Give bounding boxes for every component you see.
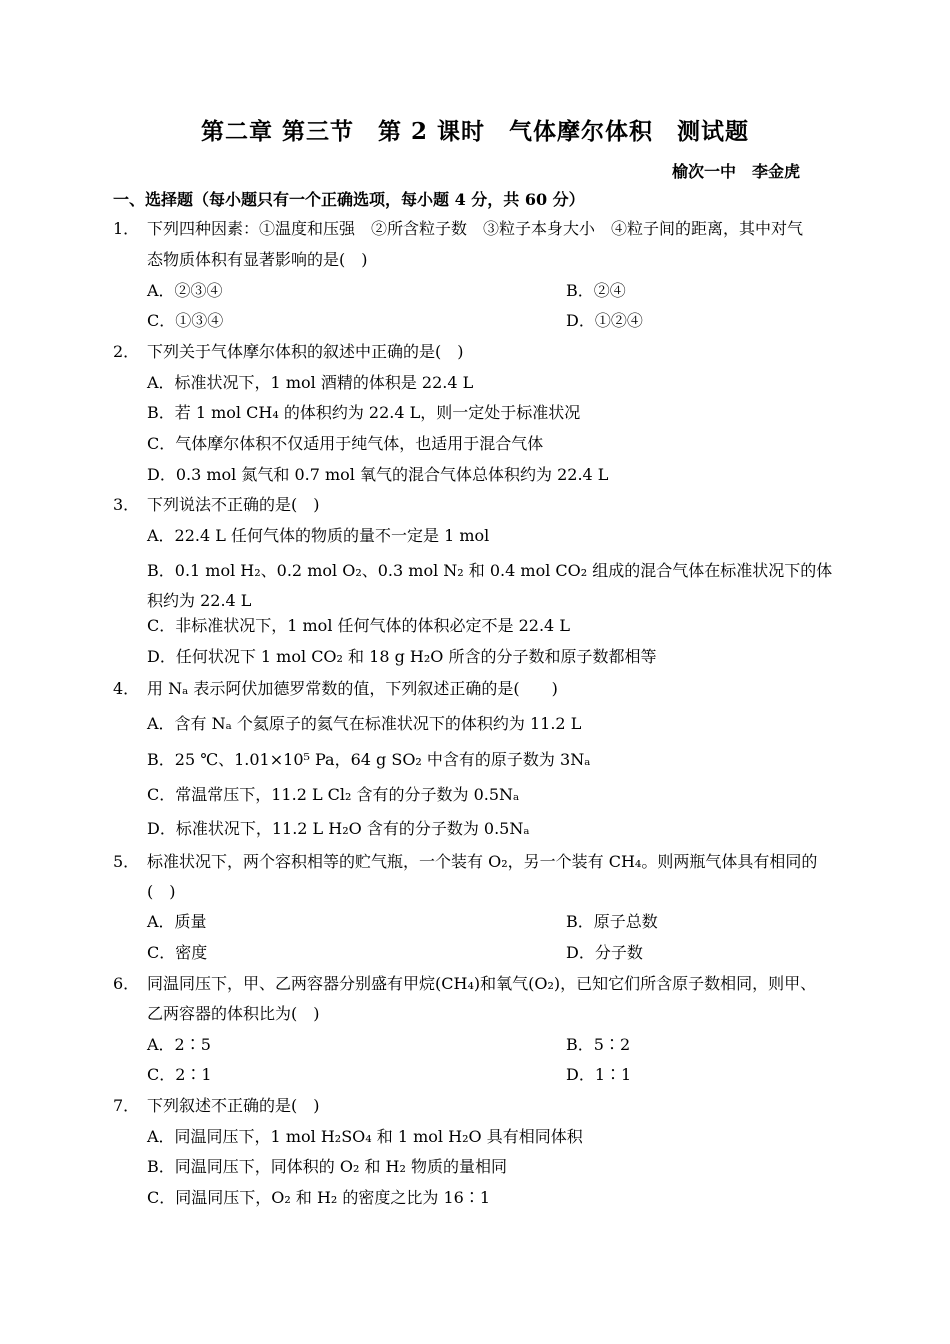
question-4-option-a: A．含有 Nₐ 个氦原子的氦气在标准状况下的体积约为 11.2 L bbox=[147, 714, 582, 733]
question-number: 5． bbox=[113, 852, 140, 871]
question-4-option-b: B．25 ℃、1.01×10⁵ Pa，64 g SO₂ 中含有的原子数为 3Nₐ bbox=[147, 750, 591, 769]
question-5-option-c: C．密度 bbox=[147, 943, 208, 962]
question-5-option-a: A．质量 bbox=[147, 912, 207, 931]
question-7-stem: 下列叙述不正确的是( ) bbox=[147, 1096, 320, 1115]
question-number: 4． bbox=[113, 679, 140, 698]
question-number: 7． bbox=[113, 1096, 140, 1115]
question-1-option-a: A．②③④ bbox=[147, 281, 223, 300]
question-7-option-a: A．同温同压下，1 mol H₂SO₄ 和 1 mol H₂O 具有相同体积 bbox=[147, 1127, 583, 1146]
page-title: 第二章 第三节 第 2 课时 气体摩尔体积 测试题 bbox=[200, 118, 750, 145]
question-1-stem-line-1: 下列四种因素：①温度和压强 ②所含粒子数 ③粒子本身大小 ④粒子间的距离，其中对气 bbox=[147, 219, 804, 238]
question-1-option-d: D．①②④ bbox=[566, 311, 643, 330]
question-6-stem-line-1: 同温同压下，甲、乙两容器分别盛有甲烷(CH₄)和氧气(O₂)，已知它们所含原子数相同，则甲、 bbox=[147, 974, 817, 993]
question-2-stem: 下列关于气体摩尔体积的叙述中正确的是( ) bbox=[147, 342, 464, 361]
question-2-option-d: D．0.3 mol 氮气和 0.7 mol 氧气的混合气体总体积约为 22.4 L bbox=[147, 465, 609, 484]
question-6-option-c: C．2∶1 bbox=[147, 1065, 212, 1084]
question-3-option-c: C．非标准状况下，1 mol 任何气体的体积必定不是 22.4 L bbox=[147, 616, 570, 635]
question-4-stem: 用 Nₐ 表示阿伏加德罗常数的值，下列叙述正确的是( ) bbox=[147, 679, 558, 698]
question-4-option-c: C．常温常压下，11.2 L Cl₂ 含有的分子数为 0.5Nₐ bbox=[147, 785, 520, 804]
question-2-option-b: B．若 1 mol CH₄ 的体积约为 22.4 L，则一定处于标准状况 bbox=[147, 403, 581, 422]
question-1-option-b: B．②④ bbox=[566, 281, 626, 300]
question-number: 3． bbox=[113, 495, 140, 514]
question-3-stem: 下列说法不正确的是( ) bbox=[147, 495, 320, 514]
question-1-stem-line-2: 态物质体积有显著影响的是( ) bbox=[147, 250, 368, 269]
question-1-option-c: C．①③④ bbox=[147, 311, 224, 330]
question-7-option-b: B．同温同压下，同体积的 O₂ 和 H₂ 物质的量相同 bbox=[147, 1157, 508, 1176]
question-6-option-a: A．2∶5 bbox=[147, 1035, 211, 1054]
question-6-option-b: B．5∶2 bbox=[566, 1035, 631, 1054]
question-5-option-d: D．分子数 bbox=[566, 943, 643, 962]
question-2-option-c: C．气体摩尔体积不仅适用于纯气体，也适用于混合气体 bbox=[147, 434, 544, 453]
section-heading: 一、选择题（每小题只有一个正确选项，每小题 4 分，共 60 分） bbox=[113, 190, 585, 209]
question-4-option-d: D．标准状况下，11.2 L H₂O 含有的分子数为 0.5Nₐ bbox=[147, 819, 530, 838]
question-5-stem-line-1: 标准状况下，两个容积相等的贮气瓶，一个装有 O₂，另一个装有 CH₄。则两瓶气体具有相同的 bbox=[147, 852, 818, 871]
question-2-option-a: A．标准状况下，1 mol 酒精的体积是 22.4 L bbox=[147, 373, 474, 392]
question-5-stem-line-2: ( ) bbox=[147, 882, 176, 901]
question-3-option-b: B．0.1 mol H₂、0.2 mol O₂、0.3 mol N₂ 和 0.4 mol CO₂ 组成的混合气体在标准状况下的体积约为 22.4 L bbox=[147, 561, 833, 610]
author: 榆次一中 李金虎 bbox=[671, 162, 800, 181]
question-6-option-d: D．1∶1 bbox=[566, 1065, 632, 1084]
question-number: 6． bbox=[113, 974, 140, 993]
question-number: 2． bbox=[113, 342, 140, 361]
question-7-option-c: C．同温同压下，O₂ 和 H₂ 的密度之比为 16∶1 bbox=[147, 1188, 491, 1207]
question-3-option-a: A．22.4 L 任何气体的物质的量不一定是 1 mol bbox=[147, 526, 490, 545]
question-3-option-d: D．任何状况下 1 mol CO₂ 和 18 g H₂O 所含的分子数和原子数都相等 bbox=[147, 647, 657, 666]
question-6-stem-line-2: 乙两容器的体积比为( ) bbox=[147, 1004, 320, 1023]
question-number: 1． bbox=[113, 219, 140, 238]
question-5-option-b: B．原子总数 bbox=[566, 912, 658, 931]
